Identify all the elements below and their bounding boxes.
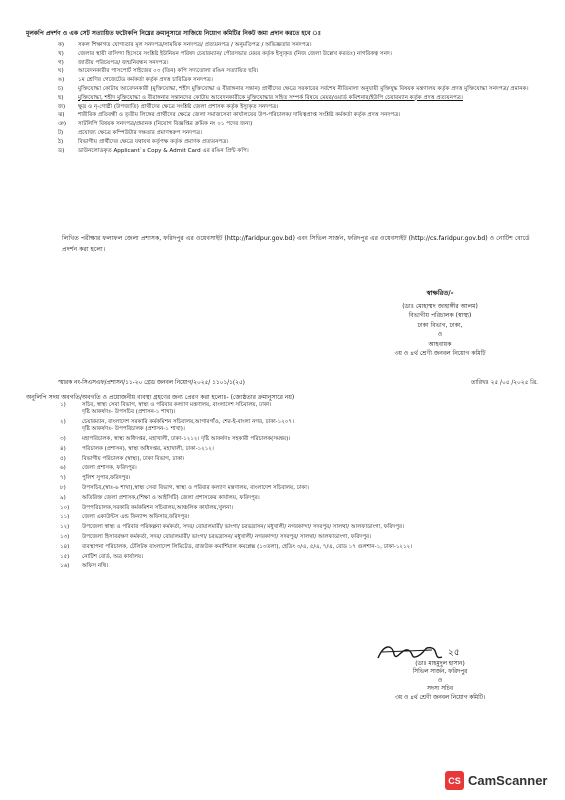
item-text: সচিব, স্বাস্থ্য সেবা বিভাগ, স্বাস্থ্য ও পরিবার কল্যাণ মন্ত্রণালয়, বাংলাদেশ সচিবালয়, ঢাকা। <box>82 402 272 408</box>
item-text: ব্যবস্থাপনা পরিচালক, টেলিটক বাংলাদেশ লিমিটেড, রাজউক কমার্শিয়াল কমপ্লেক্স (১৩তলা), হেডিং ৩/এ, ৫/এ, ৭/এ, রোড ১৭ গুলশান-১, ঢাকা-১২১২। <box>82 543 413 550</box>
signatory-designation: বিভাগীয় পরিচালক (স্বাস্থ্য) <box>408 312 472 319</box>
forward-intro: অনুলিপি সদয় অবগতি/অবগতি ও প্রয়োজনীয় ব্যবস্থা গ্রহণের জন্য প্রেরণ করা হলোঃ- (জ্যেষ্ঠতার ক্রমানুসারে নয়) <box>26 394 295 401</box>
signatory-designation: সিভিল সার্জন, ফরিদপুর <box>412 669 468 676</box>
conjunction: ও <box>437 331 443 338</box>
item-key: ১০) <box>60 504 70 511</box>
item-text: উপজেলা হিসাবরক্ষণ কর্মকর্তা, সদর/ বোয়ালমারী/ ভাংগা/ চরভদ্রাসন/ মধুখালী/ নগরকান্দা/ সদরপুর/ সালথা/ আলফাডাংগা, ফরিদপুর। <box>82 533 372 540</box>
document-intro: মূলকপি প্রদর্শণ ও এক সেট সত্যায়িত ফটোকপি নিম্নের ক্রমানুসারে সাজিয়ে নিয়োগ কমিটির নিকট জমা প্রদান করতে হবে ঃ <box>26 30 321 37</box>
committee-name: ৩য় ও ৪র্থ শ্রেণী জনবল নিয়োগ কমিটি <box>394 350 486 357</box>
signature-block-member-secretary <box>340 660 540 702</box>
item-text: ক্ষুদ্র ও নৃ-গোষ্ঠী (উপজাতি) প্রার্থীদের ক্ষেত্রে সংশ্লিষ্ট জেলা প্রশাসক কর্তৃক ইস্যুকৃত সনদপত্র। <box>78 103 279 110</box>
list-item <box>60 524 540 531</box>
list-item <box>60 456 540 463</box>
list-item <box>58 121 538 128</box>
list-item <box>60 475 540 482</box>
item-key: ঠ) <box>58 138 64 145</box>
signatory-role: সদস্য সচিব <box>426 686 454 693</box>
item-key: ৪) <box>60 445 66 452</box>
list-item <box>60 534 540 541</box>
list-item <box>58 139 538 146</box>
item-key: গ) <box>58 59 64 66</box>
item-key: ৬) <box>60 465 66 472</box>
item-key: ঘ) <box>58 68 64 75</box>
recipient-list <box>60 402 540 573</box>
item-key: ১৩) <box>60 533 70 540</box>
item-key: ১১) <box>60 514 70 521</box>
signatory-name: (ডাঃ মাহমুদুল হাসান) <box>415 661 465 667</box>
list-item <box>60 436 540 443</box>
list-item <box>60 554 540 561</box>
item-key: জ) <box>58 103 66 110</box>
list-item <box>58 51 538 58</box>
memo-number: স্মারক নং-সিএসএফ/প্রশাসন/১১-২০ গ্রেড জনবল নিয়োগ/২০২৫/ ১১০১/১(২৫) <box>58 380 245 386</box>
list-item <box>58 148 538 155</box>
signatory-name: (ডাঃ মোহাম্মদ জাহাঙ্গীর আলম) <box>402 302 478 310</box>
memo-date: তারিখঃ ২৫ /০৫ /২০২৫ খ্রি. <box>471 380 538 386</box>
item-key: ট) <box>58 129 64 136</box>
item-key: ছ) <box>58 94 64 101</box>
list-item <box>60 514 540 521</box>
camscanner-watermark <box>445 771 547 790</box>
item-key: ৭) <box>60 475 66 482</box>
item-key: ৮) <box>60 484 66 491</box>
item-key: ড) <box>58 147 65 154</box>
list-item <box>60 495 540 502</box>
item-key: ঞ) <box>58 121 67 128</box>
memo-line <box>58 378 538 388</box>
list-item <box>60 544 540 551</box>
list-item <box>58 77 538 84</box>
item-text: ১ম শ্রেণির গেজেটেড কর্মকর্তা কর্তৃক প্রদত্ত চারিত্রিক সনদপত্র। <box>78 77 213 84</box>
item-key: ঝ) <box>58 112 65 119</box>
item-key: ১৪) <box>60 543 70 550</box>
item-text: উপপরিচালক,সরকারি কর্মকমিশন সচিবালয়,আঞ্চলিক কার্যালয়,খুলনা। <box>82 504 233 511</box>
list-item <box>60 505 540 512</box>
item-key: ১৫) <box>60 553 70 560</box>
item-text: অতিরিক্ত জেলা প্রশাসক,(শিক্ষা ও আইসিটি) জেলা প্রশাসকের কার্যালয়, ফরিদপুর। <box>82 494 260 501</box>
item-text: সকল শিক্ষাগত যোগ্যতার মূল সনদপত্র/সাময়িক সনদপত্র/ প্রত্যয়নপত্র / অনুমতিপত্র / অভিজ্ঞতার সনদপত্র। <box>78 42 312 48</box>
item-text: সাটলিপি বিষয়ক সনদপত্র/প্রমানক (নিয়োগ বিজ্ঞপ্তির ক্রমিক নং ০১ পদের জন্য) <box>78 121 253 128</box>
item-key: ৫) <box>60 455 66 462</box>
item-text: বিভাগীয় পরিচালক (স্বাস্থ্য), ঢাকা বিভাগ, ঢাকা। <box>82 455 185 462</box>
item-sub: দৃষ্টি আকর্ষণঃ- উপসচিব (প্রশাসন-১ শাখা)। <box>82 409 176 416</box>
item-text: প্রযোজ্য ক্ষেত্রে কম্পিউটার দক্ষতার প্রমাণস্বরুপ সনদপত্র। <box>78 129 203 136</box>
item-key: ৯) <box>60 494 66 501</box>
list-item <box>60 402 540 416</box>
item-key: চ) <box>58 85 64 92</box>
required-documents-list <box>58 42 538 156</box>
list-item <box>58 42 538 49</box>
list-item <box>58 130 538 137</box>
list-item <box>60 419 540 433</box>
item-text: ডাউনলোডকৃত Applicant`s Copy & Admit Card এর রঙিন প্রিন্ট কপি। <box>78 147 249 154</box>
list-item <box>58 104 538 111</box>
list-item <box>60 485 540 492</box>
handwritten-date: ২৫ <box>448 648 460 658</box>
item-key: ১২) <box>60 524 70 531</box>
signatory-role: আহবায়ক <box>428 340 452 348</box>
list-item <box>60 446 540 453</box>
item-text: বিভাগীয় প্রার্থীদের ক্ষেত্রে যথাযথ কর্তৃপক্ষ কর্তৃক প্রমাণক প্রত্যয়নপত্র। <box>78 138 229 145</box>
item-text: আবেদনকারীর পাসপোর্ট সাইজের ০৩ (তিন) কপি সদ্যতোলা রঙিন সত্যায়িত ছবি। <box>78 68 259 75</box>
signed-label: স্বাক্ষরিত/- <box>426 289 454 297</box>
item-text: উপজেলা স্বাস্থ্য ও পরিবার পরিকল্পনা কর্মকর্তা, সদর/ বোয়ালমারী/ ভাংগা/ চরভদ্রাসন/ মধুখালী/ নগরকান্দা/ সদরপুর/ সালথা/ আলফাডাংগা, ফরিদপুর। <box>82 524 404 531</box>
item-text: জেলা প্রশাসক, ফরিদপুর। <box>82 465 137 472</box>
item-text: পুলিশ সুপার,ফরিদপুর। <box>82 475 131 482</box>
item-text: পরিচালক (প্রশাসন), স্বাস্থ্য অধিদপ্তর, মহাখালী, ঢাকা-১২১২। <box>82 445 214 452</box>
item-text: মুক্তিযোদ্ধা, শহীদ মুক্তিযোদ্ধা ও বীরাঙ্গনার সন্তানদের কোটায় আবেদনকারীকে মুক্তিযোদ্ধার সহিত সম্পর্ক বিষয়ে মেয়র/ওয়ার্ড কমিশনার/ইউপি চেয়ারম্যান কর্তৃক প্রদত্ত প্রত্যয়নপত্র। <box>78 94 463 101</box>
camscanner-logo-icon: CS <box>445 771 464 790</box>
publish-note: লিখিত পরীক্ষার ফলাফল জেলা প্রশাসক, ফরিদপুর এর ওয়েবসাইট (http://faridpur.gov.bd) এবং সিভিল সার্জন, ফরিদপুর এর ওয়েবসাইট (http://cs.faridpur.gov.bd) ও নোটিশ বোর্ডে প্রদর্শন করা হলো। <box>62 235 530 253</box>
item-text: নোটিশ বোর্ড, অত্র কার্যালয়। <box>82 553 144 560</box>
item-text: জাতীয় পরিচয়পত্র/ জন্মনিবন্ধন সনদপত্র। <box>78 59 169 66</box>
item-text: অফিস নথি। <box>82 563 109 570</box>
list-item <box>60 465 540 472</box>
signature-block-convener <box>340 289 540 359</box>
committee-name: ৩য় ও ৪র্থ শ্রেণী জনবল নিয়োগ কমিটি। <box>394 694 486 701</box>
list-item <box>58 86 538 93</box>
item-text: জেলা একাউন্টস এন্ড ফিন্যান্স অফিসার,ফরিদপুর। <box>82 514 190 521</box>
item-key: খ) <box>58 50 64 57</box>
item-key: ৩) <box>60 436 66 442</box>
item-text: মহাপরিচালক, স্বাস্থ্য অধিদপ্তর, মহাখালী, ঢাকা-১২১২। দৃষ্টি আকর্ষণঃ সহকারী পরিচালক(সমন্বয়)। <box>82 436 291 442</box>
item-text: জেলার স্থায়ী বাসিন্দা হিসেবে সংশ্লিষ্ট ইউনিয়ন পরিষদ চেয়ারম্যান/ পৌরসভার মেয়র কর্তৃক ইস্যুকৃত (নিজ জেলা উল্লেখ করতঃ) নাগরিকত্ব সনদ। <box>78 50 392 57</box>
item-text: মুক্তিযোদ্ধা কোটায় আবেদনকারী (মুক্তিযোদ্ধা, শহীদ মুক্তিযোদ্ধা ও বীরাঙ্গনার সন্তান) প্রার্থীদের ক্ষেত্রে সরকারের সর্বশেষ নীতিমালা অনুযায়ী মুক্তিযুদ্ধ বিষয়ক মন্ত্রণালয় কর্তৃক প্রদত্ত মুক্তিযোদ্ধা সনদপত্র/ প্রমানক। <box>78 85 529 92</box>
conjunction: ও <box>437 677 443 684</box>
list-item <box>60 563 540 570</box>
camscanner-text: CamScanner <box>468 773 548 788</box>
item-key: ক) <box>58 42 65 48</box>
item-sub: দৃষ্টি আকর্ষণঃ- উপপরিচালক (প্রশাসন-১ শাখা)। <box>82 426 185 433</box>
item-key: ১৬) <box>60 563 70 570</box>
signatory-office: ঢাকা বিভাগ, ঢাকা, <box>417 321 463 329</box>
list-item <box>58 68 538 75</box>
item-key: ২) <box>60 419 66 425</box>
list-item <box>58 112 538 119</box>
list-item <box>58 95 538 102</box>
item-key: ১) <box>60 402 66 408</box>
item-text: উপসচিব,(স্বাঃ-৬ শাখা),স্বাস্থ্য সেবা বিভাগ, স্বাস্থ্য ও পরিবার কল্যাণ মন্ত্রণালয়, বাংলাদেশ সচিবালয়, ঢাকা। <box>82 484 309 491</box>
item-text: শারীরিক প্রতিবন্ধী ও তৃতীয় লিঙ্গের প্রার্থীদের ক্ষেত্রে জেলা সমাজসেবা কার্যালয়ের উপ-পরিচালক/ দায়িত্বপ্রাপ্ত সংশ্লিষ্ট কর্মকর্তা কর্তৃক প্রদত্ত সনদপত্র। <box>78 112 401 119</box>
item-text: চেয়ারম্যান, বাংলাদেশ সরকারি কর্মকমিশন সচিবালয়,আগারগাঁও, শের-ই-বাংলা নগর, ঢাকা-১২০৭। <box>82 419 294 425</box>
item-key: ঙ) <box>58 77 65 84</box>
list-item <box>58 60 538 67</box>
